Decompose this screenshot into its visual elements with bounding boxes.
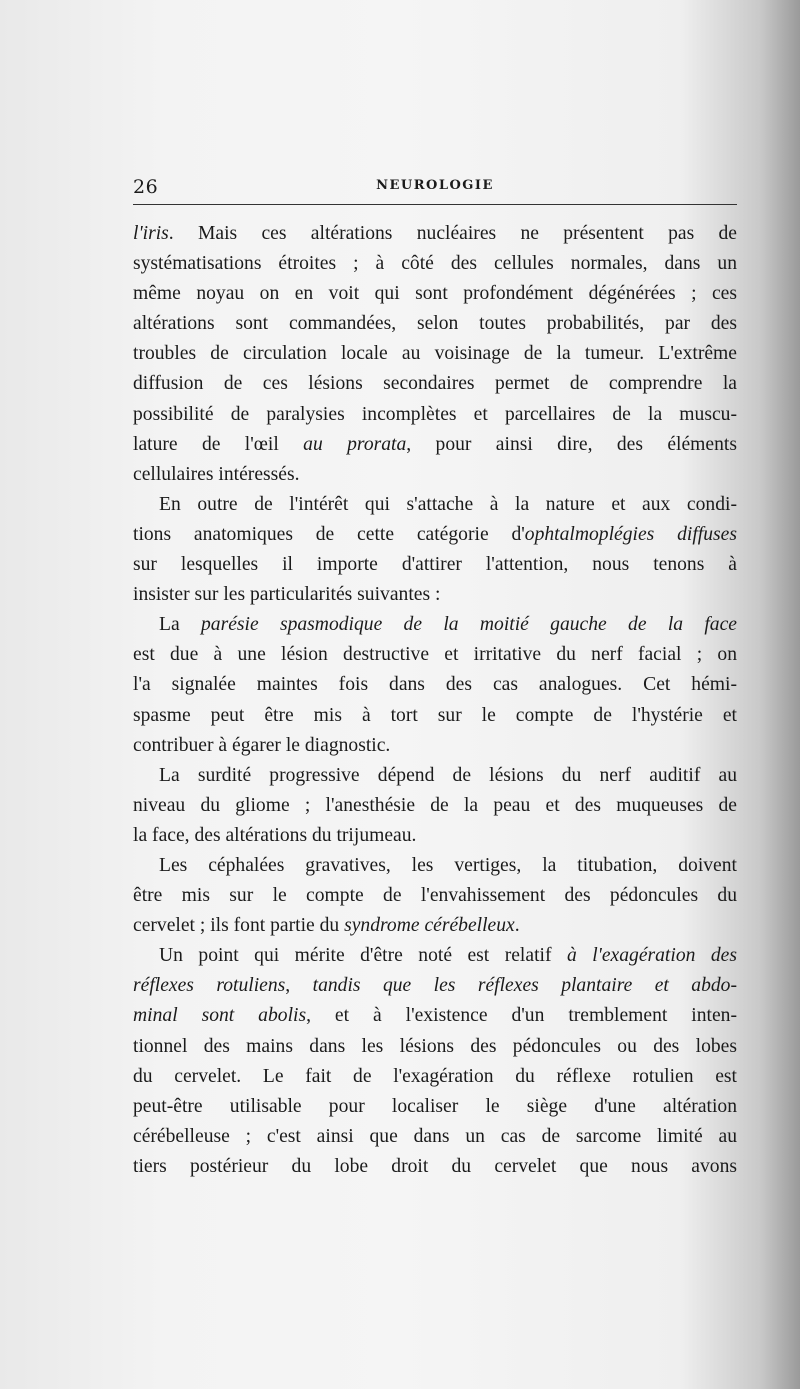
- body-text: [133, 219, 737, 1182]
- text-span: cérébelleuse ; c'est ainsi que dans un cas de sarcome limité au: [133, 1125, 737, 1147]
- text-line: [133, 941, 737, 971]
- text-span: diffusion de ces lésions secondaires permet de comprendre la: [133, 373, 737, 395]
- text-span: .: [514, 915, 520, 937]
- text-line: [133, 550, 737, 580]
- page-number: 26: [133, 176, 159, 198]
- text-line: [133, 971, 737, 1001]
- italic-text: à l'exagération des: [566, 945, 737, 967]
- text-line: [133, 1122, 737, 1152]
- text-line: [133, 430, 737, 460]
- text-span: ,: [285, 975, 313, 997]
- page-header: [133, 170, 737, 205]
- text-line: [133, 610, 737, 640]
- text-span: sur lesquelles il importe d'attirer l'attention, nous tenons à: [133, 554, 737, 576]
- text-line: [133, 279, 737, 309]
- text-line: [133, 791, 737, 821]
- text-line: [133, 580, 737, 610]
- text-span: peut-être utilisable pour localiser le siège d'une altération: [133, 1095, 737, 1117]
- text-line: [133, 821, 737, 851]
- text-line: [133, 339, 737, 369]
- text-line: [133, 219, 737, 249]
- text-line: [133, 400, 737, 430]
- text-span: contribuer à égarer le diagnostic.: [133, 734, 391, 756]
- italic-text: au prorata: [303, 433, 407, 455]
- text-line: [133, 670, 737, 700]
- text-span: tiers postérieur du lobe droit du cervelet que nous avons: [133, 1155, 737, 1177]
- italic-text: tandis que les réflexes plantaire et abdo-: [312, 975, 737, 997]
- text-span: spasme peut être mis à tort sur le compte de l'hystérie et: [133, 704, 737, 726]
- text-span: est due à une lésion destructive et irritative du nerf facial ; on: [133, 644, 737, 666]
- text-line: [133, 490, 737, 520]
- text-line: [133, 911, 737, 941]
- text-span: cervelet ; ils font partie du: [133, 915, 345, 937]
- text-span: du cervelet. Le fait de l'exagération du réflexe rotulien est: [133, 1065, 737, 1087]
- text-line: [133, 369, 737, 399]
- text-line: [133, 1062, 737, 1092]
- text-span: niveau du gliome ; l'anesthésie de la peau et des muqueuses de: [133, 794, 737, 816]
- text-span: Un point qui mérite d'être noté est relatif: [159, 945, 567, 967]
- italic-text: ophtalmoplégies diffuses: [524, 523, 737, 545]
- text-span: possibilité de paralysies incomplètes et parcellaires de la muscu-: [133, 403, 737, 425]
- book-page: [133, 170, 737, 1182]
- text-line: [133, 881, 737, 911]
- text-line: [133, 1001, 737, 1031]
- text-span: . Mais ces altérations nucléaires ne présentent pas de: [168, 223, 737, 244]
- text-line: [133, 249, 737, 279]
- text-line: [133, 1152, 737, 1182]
- text-span: cellulaires intéressés.: [133, 463, 300, 485]
- text-span: systématisations étroites ; à côté des cellules normales, dans un: [133, 253, 737, 275]
- text-line: [133, 701, 737, 731]
- text-span: lature de l'œil: [133, 433, 304, 455]
- text-span: être mis sur le compte de l'envahissement des pédoncules du: [133, 885, 737, 907]
- text-line: [133, 761, 737, 791]
- text-line: [133, 640, 737, 670]
- text-line: [133, 1032, 737, 1062]
- text-span: tionnel des mains dans les lésions des pédoncules ou des lobes: [133, 1035, 737, 1057]
- text-span: même noyau on en voit qui sont profondément dégénérées ; ces: [133, 283, 737, 305]
- text-span: , pour ainsi dire, des éléments: [406, 433, 737, 455]
- text-span: tions anatomiques de cette catégorie d': [133, 523, 525, 545]
- text-span: insister sur les particularités suivantes :: [133, 584, 441, 606]
- text-line: [133, 460, 737, 490]
- text-span: La surdité progressive dépend de lésions du nerf auditif au: [159, 764, 737, 786]
- text-line: [133, 309, 737, 339]
- text-span: la face, des altérations du trijumeau.: [133, 824, 417, 846]
- italic-text: l'iris: [133, 223, 169, 244]
- text-line: [133, 851, 737, 881]
- text-span: En outre de l'intérêt qui s'attache à la nature et aux condi-: [159, 493, 737, 515]
- text-span: La: [159, 614, 201, 636]
- text-span: Les céphalées gravatives, les vertiges, la titubation, doivent: [159, 854, 737, 876]
- text-span: , et à l'existence d'un tremblement inten-: [306, 1005, 737, 1027]
- running-head: NEUROLOGIE: [376, 178, 494, 193]
- text-span: l'a signalée maintes fois dans des cas analogues. Cet hémi-: [133, 674, 737, 696]
- text-line: [133, 520, 737, 550]
- text-line: [133, 731, 737, 761]
- text-span: troubles de circulation locale au voisinage de la tumeur. L'extrême: [133, 343, 737, 365]
- text-span: altérations sont commandées, selon toutes probabilités, par des: [133, 313, 737, 335]
- text-line: [133, 1092, 737, 1122]
- italic-text: minal sont abolis: [133, 1005, 307, 1027]
- italic-text: réflexes rotuliens: [133, 975, 286, 997]
- italic-text: parésie spasmodique de la moitié gauche de la face: [200, 614, 737, 636]
- italic-text: syndrome cérébelleux: [344, 915, 515, 937]
